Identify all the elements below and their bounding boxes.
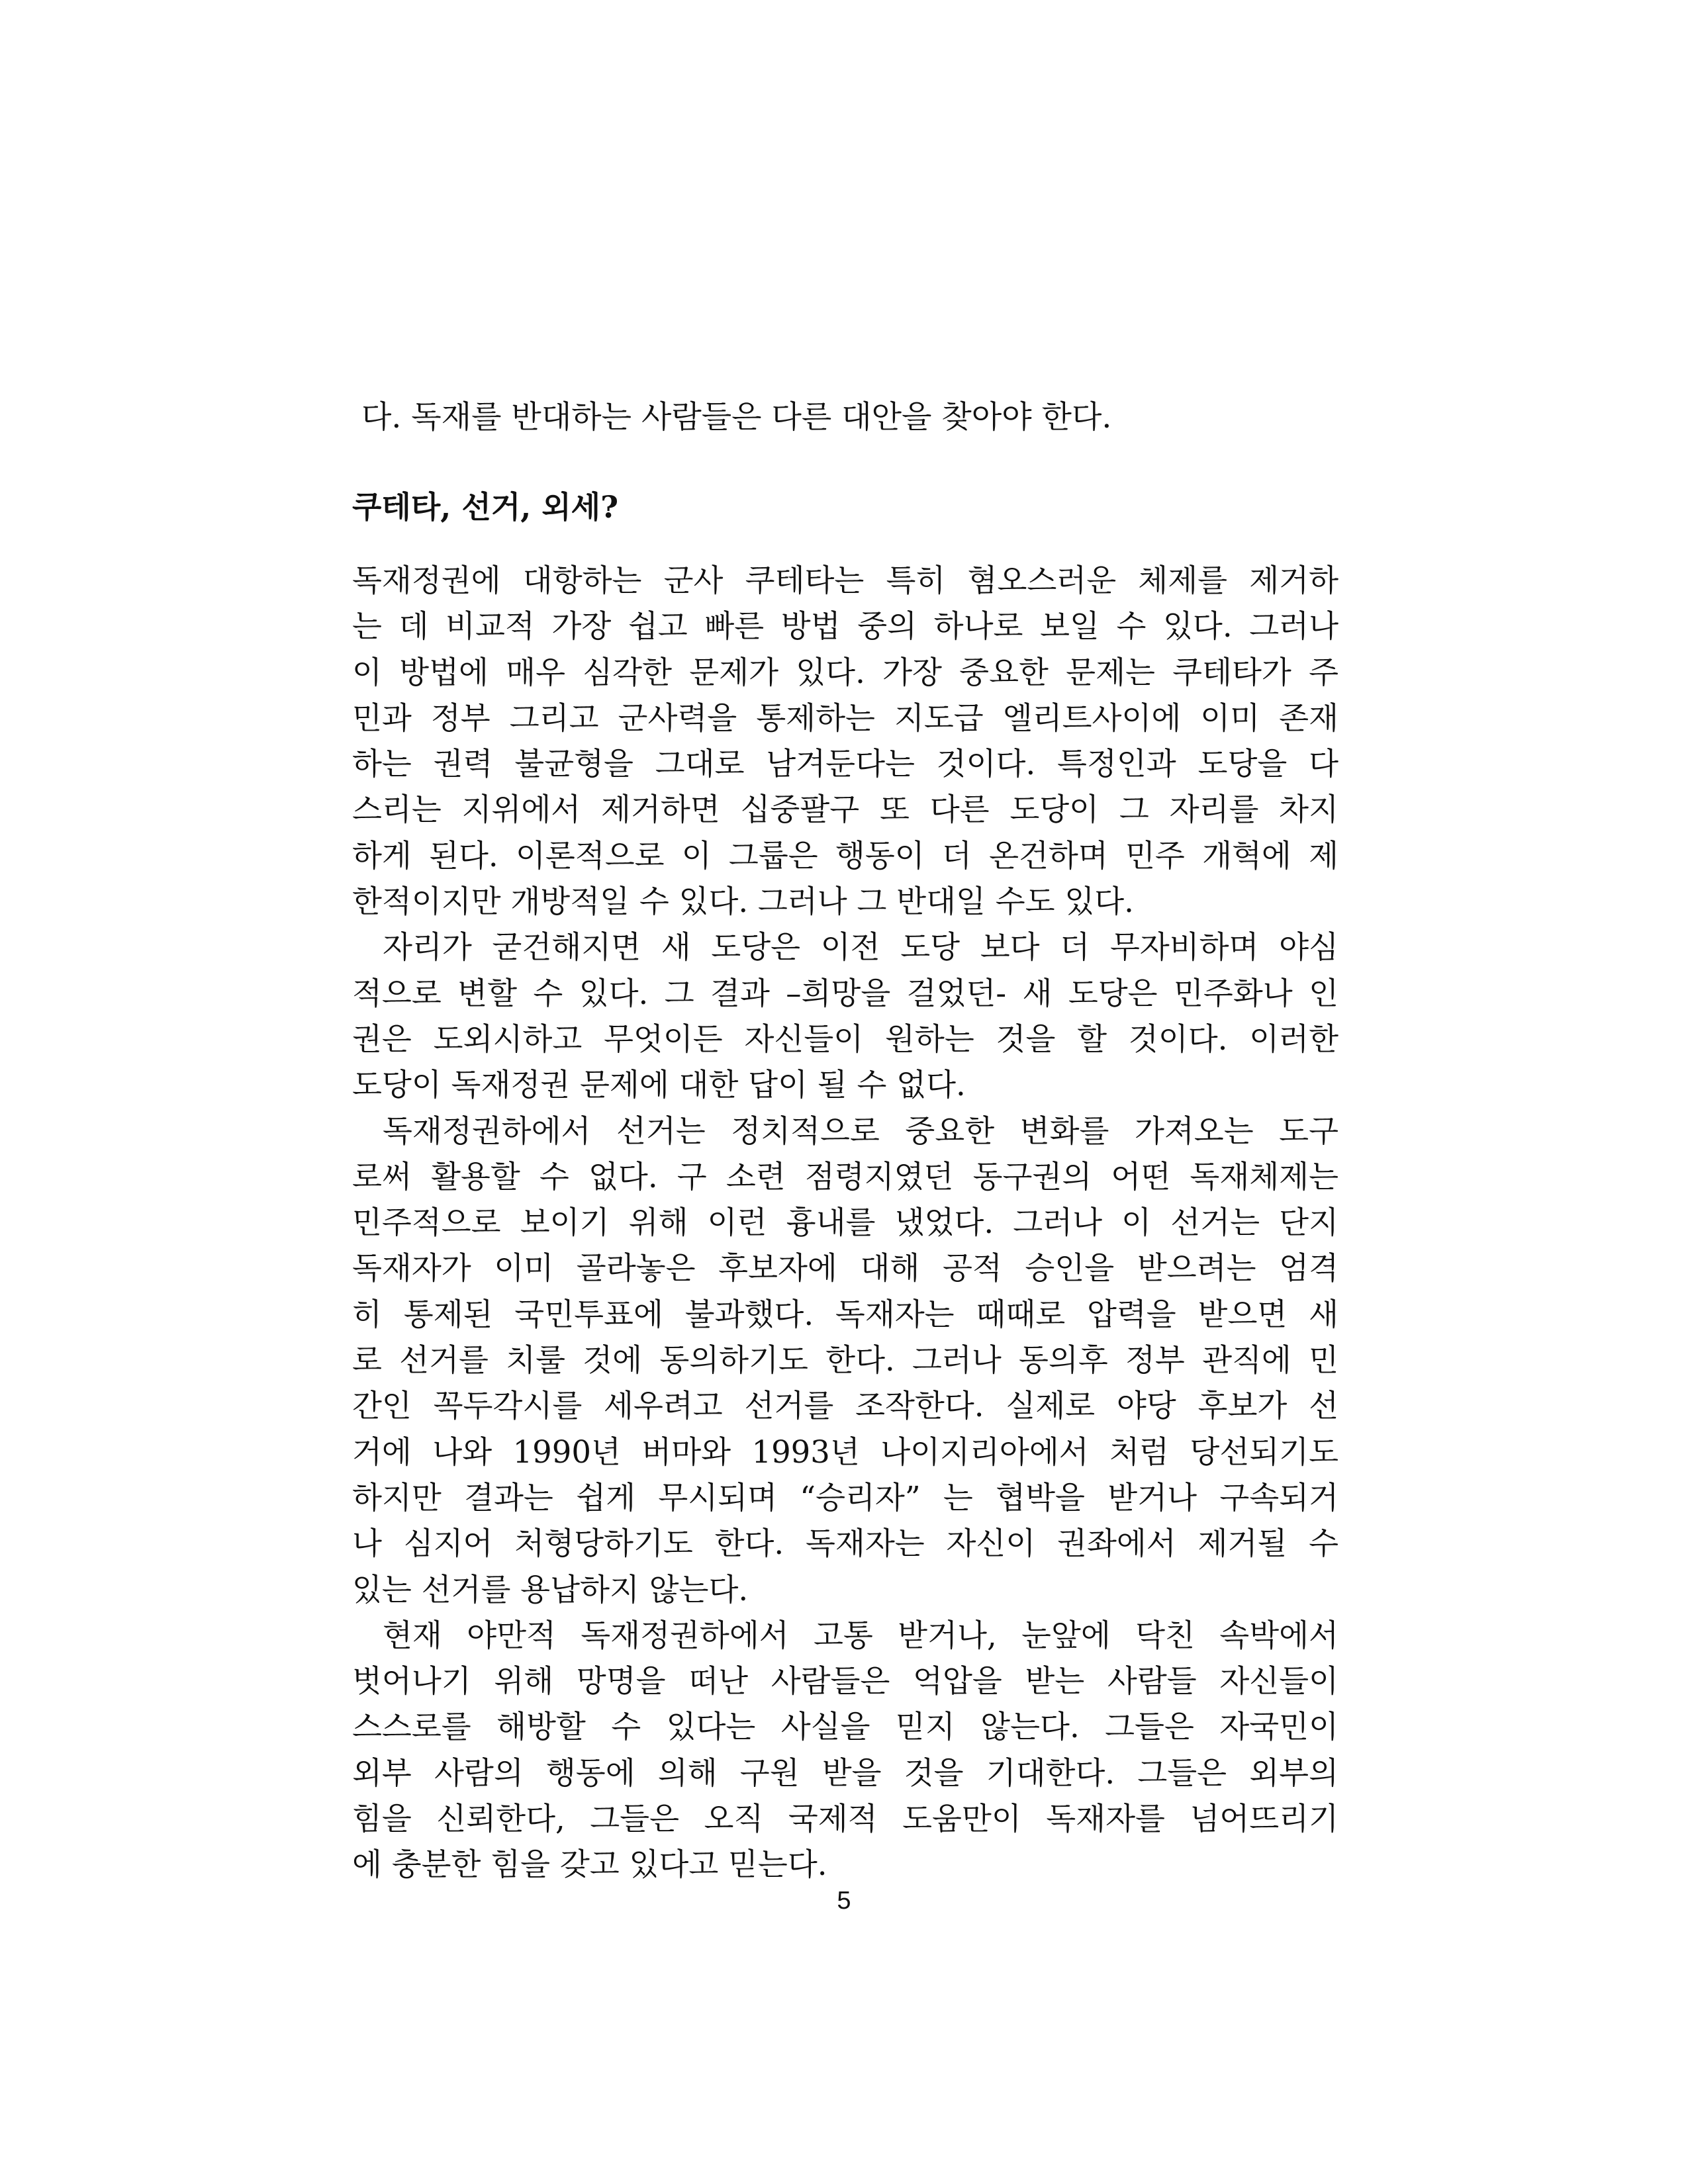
text-line: 있는 선거를 용납하지 않는다. bbox=[352, 1571, 749, 1608]
text-line: 로써 활용할 수 없다. 구 소련 점령지였던 동구권의 어떤 독재체제는 bbox=[352, 1158, 1338, 1195]
text-line: 스리는 지위에서 제거하면 십중팔구 또 다른 도당이 그 자리를 차지 bbox=[352, 792, 1338, 828]
text-line: 도당이 독재정권 문제에 대한 답이 될 수 없다. bbox=[352, 1067, 966, 1103]
text-line: 벗어나기 위해 망명을 떠난 사람들은 억압을 받는 사람들 자신들이 bbox=[352, 1663, 1338, 1700]
text-line: 로 선거를 치룰 것에 동의하기도 한다. 그러나 동의후 정부 관직에 민 bbox=[352, 1342, 1338, 1379]
text-line: 권은 도외시하고 무엇이든 자신들이 원하는 것을 할 것이다. 이러한 bbox=[352, 1021, 1338, 1057]
section-heading: 쿠테타, 선거, 외세? bbox=[352, 489, 619, 525]
text-line: 한적이지만 개방적일 수 있다. 그러나 그 반대일 수도 있다. bbox=[352, 884, 1134, 920]
text-line: 간인 꼭두각시를 세우려고 선거를 조작한다. 실제로 야당 후보가 선 bbox=[352, 1388, 1338, 1424]
text-line: 하는 권력 불균형을 그대로 남겨둔다는 것이다. 특정인과 도당을 다 bbox=[352, 746, 1338, 782]
text-line: 독재정권에 대항하는 군사 쿠테타는 특히 혐오스러운 체제를 제거하 bbox=[352, 563, 1338, 598]
opening-line: 다. 독재를 반대하는 사람들은 다른 대안을 찾아야 한다. bbox=[361, 399, 1112, 435]
text-line: 민주적으로 보이기 위해 이런 흉내를 냈었다. 그러나 이 선거는 단지 bbox=[352, 1205, 1338, 1241]
page-number: 5 bbox=[837, 1887, 851, 1915]
text-line: 적으로 변할 수 있다. 그 결과 –희망을 걸었던- 새 도당은 민주화나 인 bbox=[352, 975, 1338, 1011]
text-line: 거에 나와 1990년 버마와 1993년 나이지리아에서 처럼 당선되기도 bbox=[352, 1433, 1338, 1470]
text-line: 나 심지어 처형당하기도 한다. 독재자는 자신이 권좌에서 제거될 수 bbox=[352, 1525, 1338, 1562]
text-line: 민과 정부 그리고 군사력을 통제하는 지도급 엘리트사이에 이미 존재 bbox=[352, 700, 1338, 736]
text-line: 독재자가 이미 골라놓은 후보자에 대해 공적 승인을 받으려는 엄격 bbox=[352, 1250, 1338, 1287]
text-line: 히 통제된 국민투표에 불과했다. 독재자는 때때로 압력을 받으면 새 bbox=[352, 1296, 1338, 1332]
text-line: 독재정권하에서 선거는 정치적으로 중요한 변화를 가져오는 도구 bbox=[383, 1113, 1338, 1149]
text-line: 스스로를 해방할 수 있다는 사실을 믿지 않는다. 그들은 자국민이 bbox=[352, 1709, 1338, 1745]
text-line: 현재 야만적 독재정권하에서 고통 받거나, 눈앞에 닥친 속박에서 bbox=[383, 1617, 1338, 1653]
text-line: 에 충분한 힘을 갖고 있다고 믿는다. bbox=[352, 1846, 827, 1883]
text-line: 는 데 비교적 가장 쉽고 빠른 방법 중의 하나로 보일 수 있다. 그러나 bbox=[352, 608, 1338, 645]
text-line: 외부 사람의 행동에 의해 구원 받을 것을 기대한다. 그들은 외부의 bbox=[352, 1754, 1338, 1791]
text-line: 하지만 결과는 쉽게 무시되며 “승리자” 는 협박을 받거나 구속되거 bbox=[352, 1479, 1338, 1516]
text-line: 하게 된다. 이론적으로 이 그룹은 행동이 더 온건하며 민주 개혁에 제 bbox=[352, 837, 1338, 874]
text-line: 자리가 굳건해지면 새 도당은 이전 도당 보다 더 무자비하며 야심 bbox=[383, 929, 1338, 966]
text-line: 힘을 신뢰한다, 그들은 오직 국제적 도움만이 독재자를 넘어뜨리기 bbox=[352, 1801, 1338, 1837]
body-text bbox=[352, 558, 1338, 1888]
text-line: 이 방법에 매우 심각한 문제가 있다. 가장 중요한 문제는 쿠테타가 주 bbox=[352, 654, 1338, 690]
